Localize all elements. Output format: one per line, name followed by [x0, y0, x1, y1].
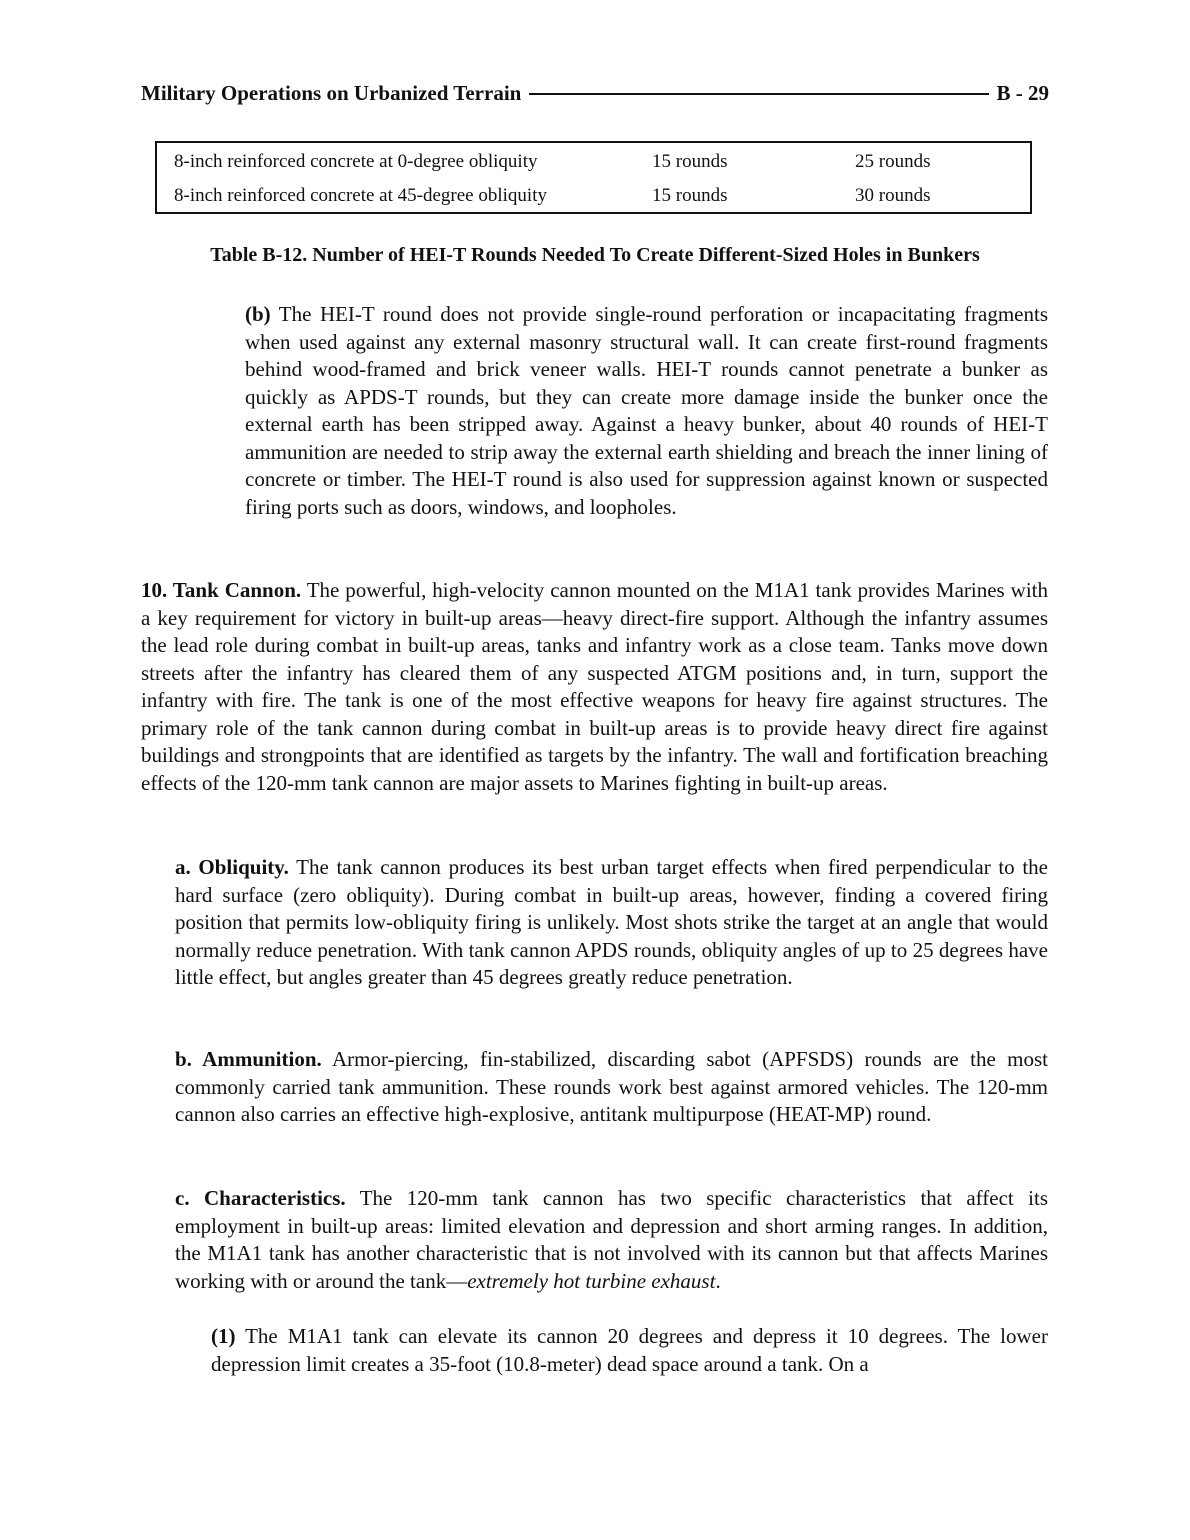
paragraph-text: The powerful, high-velocity cannon mounted on the M1A1 tank provides Marines with a key requirement for victory in built-up areas—heavy direct-fire support. Although the infantry assumes the lead role during combat in built-up areas, tanks and infantry work as a close team. Tanks move down streets after the infantry has cleared them of any suspected ATGM positions and, in turn, support the infantry with fire. The tank is one of the most effective weapons for heavy fire against structures. The primary role of the tank cannon during combat in built-up areas is to provide heavy direct fire against buildings and strongpoints that are identified as targets by the infantry. The wall and fortification breaching effects of the 120-mm tank cannon are major assets to Marines fighting in built-up areas.: [141, 578, 1048, 795]
paragraph-c-characteristics: [175, 1185, 1048, 1295]
paragraph-lead: a. Obliquity.: [175, 855, 289, 879]
document-title: Military Operations on Urbanized Terrain: [141, 80, 522, 105]
table-cell-rounds-a: 15 rounds: [652, 151, 728, 172]
paragraph-lead: (b): [245, 302, 271, 326]
table-cell-target: 8-inch reinforced concrete at 45-degree obliquity: [174, 185, 547, 206]
running-header: [141, 78, 1049, 108]
rounds-table: [155, 141, 1032, 214]
page-number: B - 29: [996, 80, 1049, 105]
table-cell-rounds-a: 15 rounds: [652, 185, 728, 206]
table-row: [157, 181, 1030, 211]
table-cell-target: 8-inch reinforced concrete at 0-degree obliquity: [174, 151, 538, 172]
section-heading: 10. Tank Cannon.: [141, 578, 302, 602]
paragraph-text: Armor-piercing, fin-stabilized, discarding sabot (APFSDS) rounds are the most commonly carried tank ammunition. These rounds work best against armored vehicles. The 120-mm cannon also carries an effective high-explosive, antitank multipurpose (HEAT-MP) round.: [175, 1047, 1048, 1126]
table-cell-rounds-b: 25 rounds: [855, 151, 931, 172]
paragraph-lead: (1): [211, 1324, 236, 1348]
paragraph-text: The M1A1 tank can elevate its cannon 20 degrees and depress it 10 degrees. The lower depression limit creates a 35-foot (10.8-meter) dead space around a tank. On a: [211, 1324, 1048, 1376]
paragraph-text: The tank cannon produces its best urban target effects when fired perpendicular to the hard surface (zero obliquity). During combat in built-up areas, however, finding a covered firing position that permits low-obliquity firing is unlikely. Most shots strike the target at an angle that would normally reduce penetration. With tank cannon APDS rounds, obliquity angles of up to 25 degrees have little effect, but angles greater than 45 degrees greatly reduce penetration.: [175, 855, 1048, 989]
table-row: [157, 147, 1030, 177]
paragraph-1-elevation: [211, 1323, 1048, 1378]
table-cell-rounds-b: 30 rounds: [855, 185, 931, 206]
paragraph-lead: b. Ammunition.: [175, 1047, 322, 1071]
paragraph-text: The 120-mm tank cannon has two specific characteristics that affect its employment in built-up areas: limited elevation and depression and short arming ranges. In addition, the M1A1 tank has another characteristic that is not involved with its cannon but that affects Marines working with or around the tank—: [175, 1186, 1048, 1293]
header-rule: [529, 93, 988, 95]
paragraph-text: The HEI-T round does not provide single-round perforation or incapacitating fragments when used against any external masonry structural wall. It can create first-round fragments behind wood-framed and brick veneer walls. HEI-T rounds cannot penetrate a bunker as quickly as APDS-T rounds, but they can create more damage inside the bunker once the external earth has been stripped away. Against a heavy bunker, about 40 rounds of HEI-T ammunition are needed to strip away the external earth shielding and breach the inner lining of concrete or timber. The HEI-T round is also used for suppression against known or suspected firing ports such as doors, windows, and loopholes.: [245, 302, 1048, 519]
paragraph-a-obliquity: [175, 854, 1048, 992]
paragraph-lead: c. Characteristics.: [175, 1186, 346, 1210]
paragraph-b-hei-t: [245, 301, 1048, 521]
paragraph-tail: .: [715, 1268, 721, 1293]
paragraph-b-ammunition: [175, 1046, 1048, 1129]
emphasis-text: extremely hot turbine exhaust: [467, 1268, 716, 1293]
section-tank-cannon: [141, 577, 1048, 797]
table-caption: Table B-12. Number of HEI-T Rounds Needed To Create Different-Sized Holes in Bunkers: [210, 244, 980, 266]
